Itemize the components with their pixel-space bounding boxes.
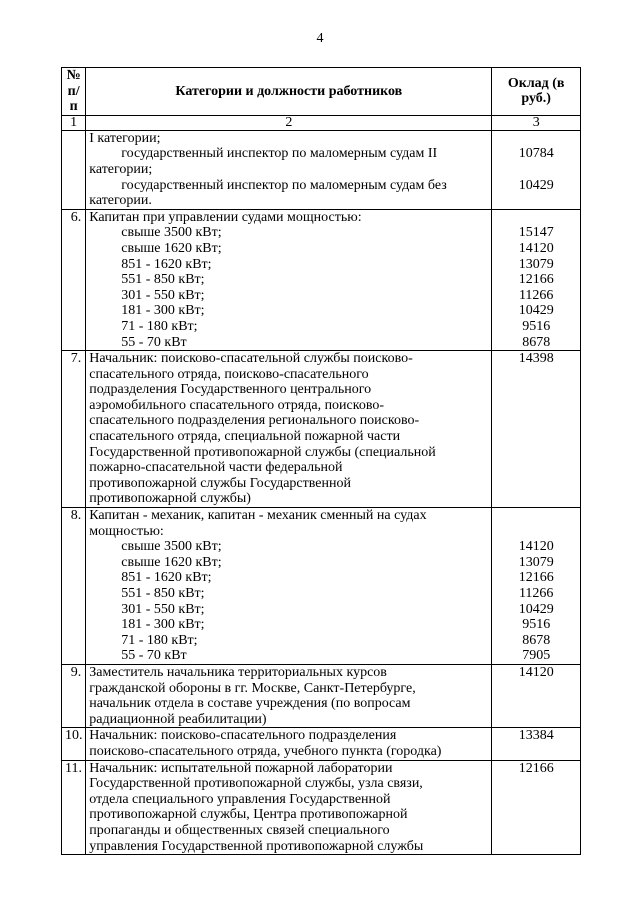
category-line: свыше 3500 кВт; <box>121 225 222 241</box>
category-line: 71 - 180 кВт; <box>121 318 198 334</box>
category-line: свыше 1620 кВт; <box>121 240 222 256</box>
salary-value: 8678 <box>522 334 551 350</box>
category-line: радиационной реабилитации) <box>89 711 267 727</box>
row-salary <box>492 728 581 760</box>
salary-value <box>495 193 577 209</box>
salary-value: 13384 <box>518 728 554 744</box>
salary-value <box>495 413 577 429</box>
salary-value: 14120 <box>518 539 554 555</box>
category-line: 55 - 70 кВт <box>121 334 187 350</box>
salary-value: 10784 <box>518 146 554 162</box>
header-salary-line1: Оклад (в <box>507 75 565 91</box>
category-line: пропаганды и общественных связей специального <box>89 822 390 838</box>
category-line: подразделения Государственного центрального <box>89 382 372 398</box>
salary-value <box>495 839 577 855</box>
salary-value <box>495 367 577 383</box>
category-line: 851 - 1620 кВт; <box>121 570 212 586</box>
salary-value <box>495 823 577 839</box>
salary-value: 12166 <box>518 272 554 288</box>
row-number <box>62 130 86 209</box>
category-line: 851 - 1620 кВт; <box>121 256 212 272</box>
salary-value: 9516 <box>522 617 551 633</box>
category-line: I категории; <box>89 130 161 146</box>
row-category <box>86 760 492 855</box>
category-line: 181 - 300 кВт; <box>121 303 205 319</box>
category-line: 301 - 550 кВт; <box>121 601 205 617</box>
category-line: свыше 1620 кВт; <box>121 554 222 570</box>
table-index-row <box>62 115 581 130</box>
category-line: спасательного отряда, поисково-спасательного <box>89 366 369 382</box>
salary-value <box>495 429 577 445</box>
page-number: 4 <box>316 31 324 46</box>
index-cell-1: 1 <box>62 115 86 130</box>
category-line: 551 - 850 кВт; <box>121 586 205 601</box>
salary-value: 12166 <box>518 760 554 776</box>
salary-value: 12166 <box>518 570 554 586</box>
header-num-line2: п/п <box>67 83 80 115</box>
row-category <box>86 664 492 727</box>
category-line: начальник отдела в составе учреждения (по вопросам <box>89 696 411 712</box>
row-number: 11. <box>62 760 86 855</box>
category-line: категории. <box>89 193 152 209</box>
category-line: 71 - 180 кВт; <box>121 632 198 648</box>
row-salary <box>492 664 581 727</box>
salary-value <box>495 460 577 476</box>
salary-value: 15147 <box>518 225 554 241</box>
salary-value: 14398 <box>518 351 554 367</box>
category-line: 301 - 550 кВт; <box>121 287 205 303</box>
index-cell-3: 3 <box>492 115 581 130</box>
salary-value <box>495 508 577 524</box>
row-salary <box>492 209 581 350</box>
category-line: противопожарной службы, Центра противопожарной <box>89 807 408 823</box>
salary-value: 14120 <box>518 240 554 256</box>
category-line: мощностью: <box>89 523 164 539</box>
row-number: 8. <box>62 508 86 665</box>
header-salary-line2: руб.) <box>521 91 551 107</box>
category-line: государственный инспектор по маломерным судам без <box>121 177 447 193</box>
category-line: аэромобильного спасательного отряда, поисково- <box>89 397 385 413</box>
category-line: Капитан - механик, капитан - механик сменный на судах <box>89 508 427 524</box>
table-header-row <box>62 68 581 116</box>
category-line: Начальник: поисково-спасательной службы поисково- <box>89 351 413 367</box>
salary-value <box>495 210 577 226</box>
row-category <box>86 209 492 350</box>
salary-value <box>495 491 577 507</box>
header-num <box>62 68 86 116</box>
salary-value: 13079 <box>518 256 554 272</box>
table-row <box>62 508 581 665</box>
salary-value <box>495 162 577 178</box>
salary-value <box>495 382 577 398</box>
salary-value <box>495 398 577 414</box>
salary-value: 8678 <box>522 632 551 648</box>
table-row <box>62 664 581 727</box>
salary-value: 10429 <box>518 177 554 193</box>
category-line: 551 - 850 кВт; <box>121 272 205 288</box>
category-line: спасательного отряда, специальной пожарной части <box>89 429 401 445</box>
table-row <box>62 351 581 508</box>
table-row <box>62 728 581 760</box>
row-category <box>86 728 492 760</box>
row-number: 10. <box>62 728 86 760</box>
salary-value: 13079 <box>518 554 554 570</box>
salary-value <box>495 807 577 823</box>
row-salary <box>492 130 581 209</box>
category-line: Заместитель начальника территориальных курсов <box>89 664 387 680</box>
category-line: спасательного подразделения регионального поисково- <box>89 413 420 429</box>
category-line: Капитан при управлении судами мощностью: <box>89 209 362 225</box>
category-line: противопожарной службы) <box>89 491 251 507</box>
row-salary <box>492 508 581 665</box>
row-number: 9. <box>62 664 86 727</box>
category-line: Государственной противопожарной службы (специальной <box>89 444 436 460</box>
category-line: 181 - 300 кВт; <box>121 617 205 633</box>
salary-table <box>61 67 581 855</box>
category-line: Начальник: испытательной пожарной лаборатории <box>89 760 393 776</box>
salary-value: 14120 <box>518 664 554 680</box>
salary-value <box>495 445 577 461</box>
salary-value: 7905 <box>522 648 551 664</box>
salary-value <box>495 524 577 540</box>
category-line: Начальник: поисково-спасательного подразделения <box>89 728 397 744</box>
category-line: категории; <box>89 161 153 177</box>
header-salary <box>492 68 581 116</box>
table-row <box>62 130 581 209</box>
category-line: поисково-спасательного отряда, учебного пункта (городка) <box>89 743 442 759</box>
row-number: 7. <box>62 351 86 508</box>
category-line: государственный инспектор по маломерным судам II <box>121 146 438 162</box>
category-line: гражданской обороны в гг. Москве, Санкт-Петербурге, <box>89 680 416 696</box>
salary-value: 10429 <box>518 601 554 617</box>
salary-value <box>495 696 577 712</box>
category-line: отдела специального управления Государственной <box>89 791 391 807</box>
salary-value <box>495 792 577 808</box>
category-line: пожарно-спасательной части федеральной <box>89 460 343 476</box>
salary-value: 11266 <box>518 287 554 303</box>
salary-value: 10429 <box>518 303 554 319</box>
index-cell-2: 2 <box>86 115 492 130</box>
table-row <box>62 209 581 350</box>
table-row <box>62 760 581 855</box>
row-category <box>86 508 492 665</box>
category-line: управления Государственной противопожарной службы <box>89 838 424 854</box>
category-line: Государственной противопожарной службы, узла связи, <box>89 776 423 792</box>
category-line: 55 - 70 кВт <box>121 648 187 664</box>
salary-value <box>495 776 577 792</box>
header-num-line1: № <box>66 68 81 83</box>
salary-value: 11266 <box>518 586 554 601</box>
row-salary <box>492 351 581 508</box>
row-salary <box>492 760 581 855</box>
row-category <box>86 351 492 508</box>
salary-value: 9516 <box>522 318 551 334</box>
header-category: Категории и должности работников <box>86 68 492 116</box>
salary-value <box>495 131 577 147</box>
category-line: свыше 3500 кВт; <box>121 539 222 555</box>
salary-value <box>495 476 577 492</box>
salary-value <box>495 744 577 760</box>
row-category <box>86 130 492 209</box>
category-line: противопожарной службы Государственной <box>89 475 351 491</box>
row-number: 6. <box>62 209 86 350</box>
table-body <box>62 130 581 854</box>
salary-value <box>495 712 577 728</box>
salary-value <box>495 681 577 697</box>
